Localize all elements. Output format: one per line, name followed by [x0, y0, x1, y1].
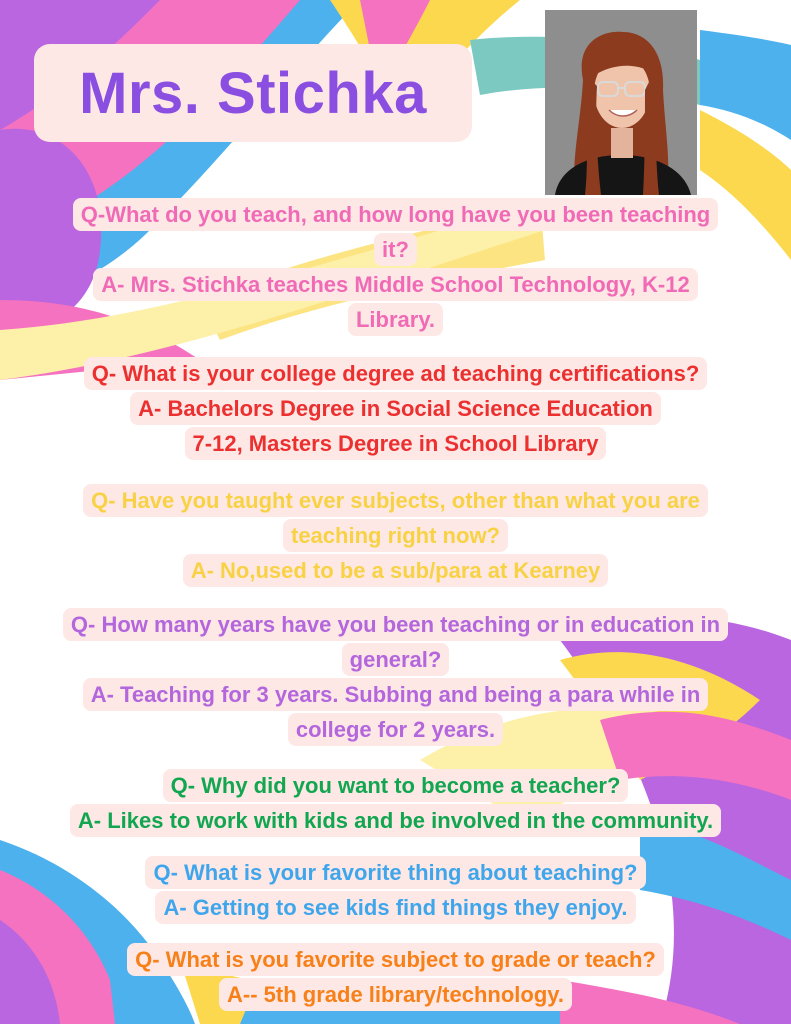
qa-block-teaching	[0, 197, 791, 337]
qa-block-other-subjects	[0, 483, 791, 588]
portrait-image	[545, 10, 697, 195]
question-line: Q- What is your favorite thing about teaching?	[145, 856, 645, 889]
question-line: Q- What is you favorite subject to grade or teach?	[127, 943, 664, 976]
question-line: Q- How many years have you been teaching or in education in	[63, 608, 728, 641]
question-line: Q- Have you taught ever subjects, other than what you are	[83, 484, 708, 517]
answer-line: A- Likes to work with kids and be involved in the community.	[70, 804, 721, 837]
answer-line: A- Getting to see kids find things they enjoy.	[155, 891, 635, 924]
question-line: teaching right now?	[283, 519, 508, 552]
answer-line: A-- 5th grade library/technology.	[219, 978, 572, 1011]
qa-block-favorite-subject	[0, 942, 791, 1012]
question-line: general?	[342, 643, 450, 676]
question-line: Q- What is your college degree ad teaching certifications?	[84, 357, 708, 390]
answer-line: A- Mrs. Stichka teaches Middle School Technology, K-12	[93, 268, 697, 301]
question-line: it?	[374, 233, 417, 266]
qa-block-why-teacher	[0, 768, 791, 838]
answer-line: A- No,used to be a sub/para at Kearney	[183, 554, 609, 587]
question-line: Q- Why did you want to become a teacher?	[163, 769, 629, 802]
title-banner	[34, 44, 472, 142]
answer-line: Library.	[348, 303, 443, 336]
qa-block-years	[0, 607, 791, 747]
answer-line: A- Bachelors Degree in Social Science Education	[130, 392, 661, 425]
teacher-photo	[545, 10, 697, 195]
answer-line: 7-12, Masters Degree in School Library	[185, 427, 607, 460]
qa-block-degree	[0, 356, 791, 461]
answer-line: A- Teaching for 3 years. Subbing and being a para while in	[83, 678, 709, 711]
question-line: Q-What do you teach, and how long have you been teaching	[73, 198, 719, 231]
page-title: Mrs. Stichka	[79, 60, 427, 126]
answer-line: college for 2 years.	[288, 713, 503, 746]
qa-block-favorite-thing	[0, 855, 791, 925]
